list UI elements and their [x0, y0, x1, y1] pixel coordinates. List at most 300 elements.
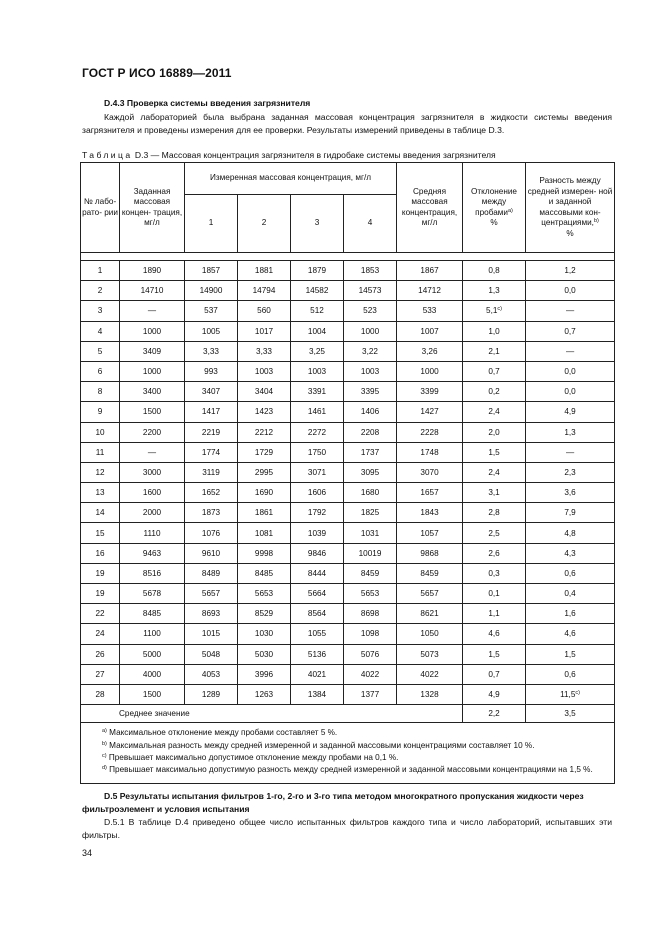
cell-diff: [526, 361, 615, 381]
cell-target-value: 4000: [142, 669, 162, 679]
cell-m2-value: 1263: [254, 690, 274, 700]
cell-target-value: 8516: [142, 568, 162, 578]
cell-m2: [238, 382, 291, 402]
cell-dev-value: 1,5: [488, 649, 500, 659]
cell-diff-sup: c): [575, 690, 580, 697]
cell-m3: [291, 261, 344, 281]
cell-diff-value: 3,6: [564, 488, 576, 498]
cell-dev-value: 2,4: [488, 407, 500, 417]
cell-diff-value: 1,6: [564, 609, 576, 619]
cell-lab-value: 8: [97, 387, 103, 397]
cell-m2-value: 3,33: [256, 346, 272, 356]
table-row: [81, 604, 615, 624]
cell-avg-value: 5073: [420, 649, 439, 659]
cell-m2-value: 560: [257, 306, 271, 316]
table-row: [81, 422, 615, 442]
cell-m1-value: 5048: [201, 649, 221, 659]
cell-m3-value: 1750: [307, 447, 327, 457]
cell-m2-value: 1690: [254, 488, 274, 498]
cell-target: [120, 664, 185, 684]
cell-diff: [526, 281, 615, 301]
table-row: [81, 503, 615, 523]
cell-target-value: 8485: [142, 609, 162, 619]
table-row: [81, 483, 615, 503]
cell-m1-value: 1652: [201, 488, 221, 498]
cell-m3: [291, 301, 344, 321]
header-m1: 1: [185, 195, 238, 253]
cell-m1: [185, 261, 238, 281]
cell-dev-value: 4,6: [488, 629, 500, 639]
footnote-a-text: Максимальное отклонение между пробами составляет 5 %.: [106, 728, 338, 738]
cell-m3: [291, 382, 344, 402]
cell-avg-value: 1657: [420, 488, 439, 498]
cell-m3: [291, 402, 344, 422]
header-diff-unit: %: [566, 228, 574, 238]
cell-m1-value: 5657: [201, 589, 221, 599]
cell-m2-value: 1017: [254, 326, 274, 336]
cell-m3-value: 512: [310, 306, 324, 316]
cell-m2: [238, 543, 291, 563]
cell-m1: [185, 402, 238, 422]
footnote-c: [89, 752, 606, 764]
cell-avg: [397, 261, 463, 281]
cell-m1: [185, 604, 238, 624]
cell-m4: [344, 281, 397, 301]
cell-dev-value: 2,6: [488, 548, 500, 558]
cell-dev-value: 0,2: [488, 387, 500, 397]
cell-diff: [526, 624, 615, 644]
cell-target: [120, 523, 185, 543]
header-dev-text: Отклонение между пробами: [471, 186, 517, 217]
cell-m4-value: 1031: [360, 528, 380, 538]
cell-lab-value: 6: [97, 367, 103, 377]
cell-dev-value: 1,1: [488, 609, 500, 619]
cell-m1-value: 3119: [202, 467, 220, 477]
cell-avg-value: 8459: [420, 568, 439, 578]
cell-lab: [81, 584, 120, 604]
cell-lab-value: 16: [95, 548, 105, 558]
cell-m2: [238, 281, 291, 301]
cell-lab: [81, 402, 120, 422]
cell-m4: [344, 361, 397, 381]
cell-avg: [397, 644, 463, 664]
cell-avg-value: 1000: [420, 367, 439, 377]
header-measured: Измеренная массовая концентрация, мг/л: [185, 163, 397, 195]
cell-target-value: 3000: [142, 467, 162, 477]
cell-target-value: 2000: [142, 508, 162, 518]
cell-lab-value: 19: [95, 568, 105, 578]
section2-heading: D.5 Результаты испытания фильтров 1-го, 2-го и 3-го типа методом многократного пропускания жидкости через фильтроэлемент и условия испытания: [82, 791, 584, 814]
cell-m4: [344, 664, 397, 684]
cell-m1-value: 537: [204, 306, 218, 316]
cell-lab-value: 28: [95, 690, 105, 700]
cell-m2: [238, 462, 291, 482]
cell-m4: [344, 584, 397, 604]
footnote-d-text: Превышает максимально допустимую разность между средней измеренной и заданной массовыми концентрациями на 1,5 %.: [106, 765, 593, 775]
cell-target-value: 1000: [142, 326, 162, 336]
table-row: [81, 261, 615, 281]
cell-avg-value: 9868: [420, 548, 439, 558]
cell-m4: [344, 644, 397, 664]
footnotes-cell: [81, 723, 615, 784]
cell-target-value: 14710: [140, 286, 164, 296]
cell-m2: [238, 684, 291, 704]
cell-m2-value: 3996: [254, 669, 274, 679]
cell-m1: [185, 321, 238, 341]
cell-lab: [81, 382, 120, 402]
header-dev-unit: %: [490, 218, 498, 227]
cell-avg: [397, 321, 463, 341]
cell-m3: [291, 684, 344, 704]
spacer-cell: [81, 253, 615, 261]
cell-m1-value: 14900: [199, 286, 223, 296]
cell-m3-value: 5664: [307, 589, 327, 599]
cell-target-value: 1000: [142, 367, 162, 377]
cell-diff: [526, 543, 615, 563]
table-row: [81, 664, 615, 684]
cell-avg: [397, 543, 463, 563]
footnote-b-mark: b): [102, 740, 107, 747]
cell-lab-value: 9: [97, 407, 103, 417]
cell-m3: [291, 483, 344, 503]
cell-diff-value: 0,6: [564, 568, 576, 578]
cell-m1: [185, 361, 238, 381]
cell-lab-value: 24: [95, 629, 105, 639]
cell-avg-value: 1427: [420, 407, 439, 417]
cell-dev-value: 2,5: [488, 528, 500, 538]
cell-m1-value: 3,33: [203, 346, 219, 356]
cell-target: [120, 361, 185, 381]
cell-dev-value: 1,0: [488, 326, 500, 336]
cell-diff: [526, 684, 615, 704]
cell-m4-value: 3395: [360, 387, 380, 397]
data-table: [80, 162, 615, 784]
cell-m2: [238, 402, 291, 422]
cell-m4: [344, 321, 397, 341]
cell-target: [120, 261, 185, 281]
cell-m1: [185, 503, 238, 523]
cell-m2-value: 5653: [254, 589, 274, 599]
cell-diff-value: 4,6: [564, 629, 576, 639]
cell-target: [120, 321, 185, 341]
cell-m3-value: 14582: [305, 286, 329, 296]
cell-m3-value: 1055: [307, 629, 327, 639]
cell-diff: [526, 422, 615, 442]
cell-target: [120, 644, 185, 664]
table-row: [81, 361, 615, 381]
footnote-a: [89, 727, 606, 739]
table-row: [81, 301, 615, 321]
cell-dev: [463, 341, 526, 361]
cell-avg: [397, 503, 463, 523]
cell-m1: [185, 462, 238, 482]
cell-m2-value: 9998: [254, 548, 274, 558]
cell-lab-value: 1: [97, 266, 103, 276]
summary-diff: 3,5: [526, 705, 615, 723]
cell-dev: [463, 382, 526, 402]
cell-m4: [344, 261, 397, 281]
cell-dev: [463, 261, 526, 281]
header-diff-sup: b): [593, 218, 599, 224]
cell-m2-value: 1081: [254, 528, 274, 538]
cell-m3-value: 4021: [307, 669, 327, 679]
summary-row: [81, 705, 615, 723]
cell-avg-value: 5657: [420, 589, 439, 599]
footnotes-row: [81, 723, 615, 784]
cell-dev: [463, 462, 526, 482]
cell-m4: [344, 604, 397, 624]
cell-lab: [81, 281, 120, 301]
cell-m3: [291, 584, 344, 604]
cell-m1: [185, 664, 238, 684]
table-row: [81, 382, 615, 402]
header-lab-no: № лабо- рато- рии: [81, 163, 120, 253]
cell-m2: [238, 644, 291, 664]
cell-dev: [463, 624, 526, 644]
cell-dev-value: 1,3: [488, 286, 500, 296]
cell-m4: [344, 462, 397, 482]
footnote-a-mark: a): [102, 728, 107, 735]
cell-target-value: 5000: [142, 649, 162, 659]
cell-diff-value: —: [565, 306, 575, 316]
table-caption-text: D.3 — Массовая концентрация загрязнителя в гидробаке системы введения загрязнителя: [132, 150, 496, 160]
cell-m3-value: 1461: [307, 407, 327, 417]
cell-dev: [463, 644, 526, 664]
cell-dev: [463, 301, 526, 321]
cell-diff: [526, 503, 615, 523]
cell-dev-value: 5,1: [486, 306, 498, 316]
cell-dev-value: 0,1: [488, 589, 500, 599]
table-row: [81, 442, 615, 462]
cell-m2: [238, 563, 291, 583]
cell-diff: [526, 301, 615, 321]
cell-m4-value: 1000: [360, 326, 380, 336]
cell-avg-value: 533: [422, 306, 437, 316]
cell-m2: [238, 503, 291, 523]
cell-lab-value: 14: [95, 508, 105, 518]
cell-m3: [291, 543, 344, 563]
cell-m3-value: 2272: [307, 427, 327, 437]
cell-dev: [463, 584, 526, 604]
table-row: [81, 563, 615, 583]
header-diff: [526, 163, 615, 253]
cell-lab: [81, 664, 120, 684]
section2-paragraph: D.5.1 В таблице D.4 приведено общее число испытанных фильтров каждого типа и число лабораторий, испытавших эти фильтры.: [82, 817, 612, 840]
cell-m1: [185, 301, 238, 321]
cell-target-value: 1110: [143, 528, 161, 538]
cell-dev-value: 2,0: [488, 427, 500, 437]
cell-m2: [238, 261, 291, 281]
cell-m3: [291, 462, 344, 482]
table-caption: [82, 150, 496, 160]
footnote-b: [89, 740, 606, 752]
cell-lab-value: 4: [97, 326, 103, 336]
cell-m4-value: 8459: [360, 568, 380, 578]
cell-m3-value: 8564: [307, 609, 327, 619]
cell-target: [120, 604, 185, 624]
cell-m1-value: 1289: [201, 690, 221, 700]
cell-m4-value: 1737: [360, 447, 380, 457]
cell-avg-value: 1748: [420, 447, 439, 457]
cell-m3-value: 1606: [307, 488, 327, 498]
cell-target: [120, 503, 185, 523]
footnote-c-mark: c): [102, 752, 107, 759]
table-row: [81, 402, 615, 422]
cell-dev-sup: c): [497, 306, 503, 313]
cell-m3-value: 3,25: [309, 346, 325, 356]
footnote-b-text: Максимальная разность между средней измеренной и заданной массовыми концентрациями составляет 10 %.: [106, 740, 535, 750]
cell-diff-value: 4,3: [564, 548, 576, 558]
cell-dev: [463, 483, 526, 503]
cell-avg: [397, 624, 463, 644]
table-row: [81, 523, 615, 543]
header-dev-sup: а): [507, 207, 513, 214]
cell-m1-value: 993: [204, 367, 218, 377]
cell-dev: [463, 543, 526, 563]
cell-lab: [81, 684, 120, 704]
cell-m2: [238, 422, 291, 442]
cell-lab-value: 22: [95, 609, 105, 619]
cell-m3: [291, 644, 344, 664]
cell-m1: [185, 523, 238, 543]
table-row: [81, 543, 615, 563]
cell-dev: [463, 563, 526, 583]
summary-dev: 2,2: [463, 705, 526, 723]
cell-m2: [238, 584, 291, 604]
cell-diff-value: 11,5: [560, 690, 576, 700]
cell-target: [120, 563, 185, 583]
cell-dev: [463, 361, 526, 381]
cell-m3: [291, 624, 344, 644]
cell-m3-value: 1384: [307, 690, 327, 700]
cell-m4: [344, 523, 397, 543]
cell-lab: [81, 301, 120, 321]
cell-lab-value: 13: [95, 488, 105, 498]
cell-m4: [344, 301, 397, 321]
cell-dev: [463, 604, 526, 624]
cell-dev: [463, 664, 526, 684]
cell-m3-value: 1003: [307, 367, 327, 377]
cell-m3-value: 5136: [307, 649, 327, 659]
cell-diff: [526, 261, 615, 281]
cell-lab-value: 12: [95, 467, 105, 477]
cell-dev-value: 0,8: [488, 266, 500, 276]
table-row: [81, 341, 615, 361]
cell-diff-value: 1,3: [564, 427, 576, 437]
cell-m4: [344, 543, 397, 563]
cell-target: [120, 341, 185, 361]
cell-m4: [344, 483, 397, 503]
cell-diff: [526, 483, 615, 503]
cell-target: [120, 684, 185, 704]
cell-m4-value: 1853: [360, 266, 380, 276]
cell-dev: [463, 281, 526, 301]
cell-m2: [238, 483, 291, 503]
cell-m2: [238, 321, 291, 341]
cell-m3-value: 8444: [307, 568, 327, 578]
cell-m2: [238, 301, 291, 321]
table-row: [81, 281, 615, 301]
cell-diff: [526, 442, 615, 462]
cell-lab-value: 15: [95, 528, 105, 538]
cell-diff: [526, 341, 615, 361]
cell-m3: [291, 361, 344, 381]
cell-lab-value: 5: [97, 346, 103, 356]
cell-m2-value: 8485: [254, 568, 274, 578]
cell-m1: [185, 422, 238, 442]
cell-m4: [344, 402, 397, 422]
cell-m1: [185, 442, 238, 462]
cell-m3-value: 3071: [307, 467, 327, 477]
cell-dev-value: 2,4: [488, 467, 500, 477]
cell-avg: [397, 301, 463, 321]
cell-m4: [344, 422, 397, 442]
cell-target: [120, 624, 185, 644]
cell-lab-value: 27: [95, 669, 105, 679]
cell-avg: [397, 584, 463, 604]
cell-m2: [238, 624, 291, 644]
cell-m1: [185, 281, 238, 301]
cell-target-value: 1500: [142, 407, 162, 417]
cell-m2-value: 1003: [254, 367, 274, 377]
cell-lab: [81, 422, 120, 442]
cell-dev-value: 2,1: [488, 346, 500, 356]
cell-target: [120, 462, 185, 482]
cell-dev: [463, 442, 526, 462]
cell-diff: [526, 584, 615, 604]
cell-dev: [463, 402, 526, 422]
cell-lab: [81, 321, 120, 341]
cell-lab: [81, 523, 120, 543]
cell-diff: [526, 604, 615, 624]
cell-diff-value: 0,0: [564, 387, 576, 397]
cell-m2-value: 1423: [254, 407, 274, 417]
table-row: [81, 624, 615, 644]
cell-m3-value: 9846: [307, 548, 327, 558]
cell-avg-value: 14712: [418, 286, 441, 296]
cell-dev-value: 2,8: [488, 508, 500, 518]
cell-lab: [81, 503, 120, 523]
cell-m4-value: 1003: [360, 367, 380, 377]
cell-avg-value: 2228: [420, 427, 439, 437]
cell-m2: [238, 341, 291, 361]
cell-m1: [185, 543, 238, 563]
header-m4: 4: [344, 195, 397, 253]
cell-m3: [291, 523, 344, 543]
cell-m1: [185, 341, 238, 361]
cell-m1: [185, 624, 238, 644]
cell-m2-value: 1881: [254, 266, 274, 276]
cell-dev-value: 3,1: [488, 488, 500, 498]
cell-m3-value: 3391: [307, 387, 327, 397]
cell-m4-value: 4022: [360, 669, 380, 679]
cell-diff: [526, 382, 615, 402]
table-row: [81, 584, 615, 604]
spacer-row: [81, 253, 615, 261]
cell-m4-value: 1680: [360, 488, 380, 498]
cell-dev: [463, 422, 526, 442]
cell-target: [120, 382, 185, 402]
cell-m3-value: 1792: [307, 508, 327, 518]
cell-diff: [526, 462, 615, 482]
cell-lab: [81, 442, 120, 462]
cell-dev-value: 4,9: [488, 690, 500, 700]
cell-m2: [238, 664, 291, 684]
cell-dev: [463, 523, 526, 543]
cell-avg: [397, 462, 463, 482]
cell-m1-value: 9610: [201, 548, 221, 558]
cell-lab: [81, 543, 120, 563]
